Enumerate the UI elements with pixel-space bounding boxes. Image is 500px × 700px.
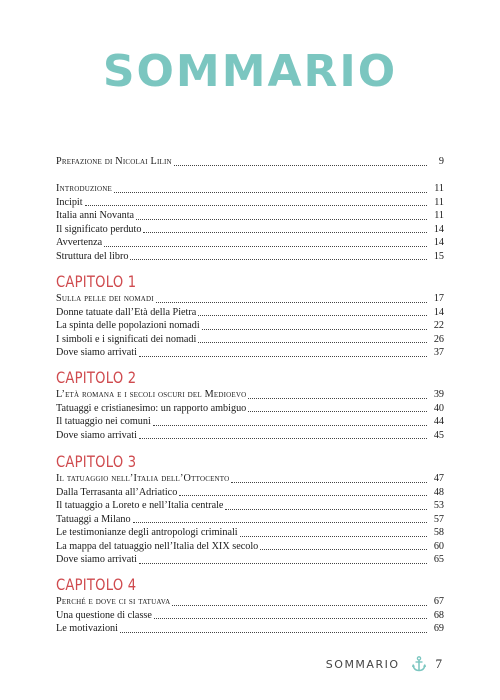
dot-leader [225, 508, 427, 510]
toc-entry-label: Dalla Terrasanta all’Adriatico [56, 486, 178, 498]
toc-entry[interactable] [56, 182, 444, 196]
toc-entry-page: 22 [433, 320, 444, 331]
chapter-heading: CAPITOLO 3 [56, 452, 137, 471]
toc-entry-label: Perché e dove ci si tatuava [56, 596, 171, 607]
toc-entry-label: Le motivazioni [56, 623, 118, 634]
toc-entry-label: I simboli e i significati dei nomadi [56, 333, 197, 345]
toc-entry-page: 57 [433, 513, 444, 525]
toc-entry[interactable] [56, 553, 444, 567]
toc-entry[interactable] [56, 429, 444, 443]
chapter-3-section [56, 452, 444, 567]
dot-leader [120, 631, 427, 633]
toc-entry-label: Tatuaggi e cristianesimo: un rapporto ambiguo [56, 402, 247, 414]
toc-entry-page: 69 [433, 623, 444, 634]
toc-entry-label: Prefazione di Nicolai Lilin [56, 156, 172, 167]
page-number: 7 [435, 656, 442, 671]
toc-entry[interactable] [56, 209, 444, 223]
dot-leader [198, 341, 427, 343]
toc-entry-label: La mappa del tatuaggio nell’Italia del XIX secolo [56, 540, 259, 552]
anchor-icon [412, 656, 426, 672]
dot-leader [248, 410, 427, 412]
toc-entry[interactable] [56, 499, 444, 513]
chapter-heading: CAPITOLO 2 [56, 368, 137, 387]
toc-entry-page: 60 [433, 540, 444, 552]
toc-entry[interactable] [56, 415, 444, 429]
toc-entry-label: Dove siamo arrivati [56, 554, 137, 565]
toc-entry[interactable] [56, 346, 444, 360]
toc-entry-page: 11 [434, 210, 444, 221]
dot-leader [139, 437, 427, 439]
toc-entry-label: Introduzione [56, 183, 112, 194]
dot-leader [139, 355, 427, 357]
dot-leader [85, 204, 427, 206]
chapter-1-section [56, 272, 444, 360]
toc-entry[interactable] [56, 306, 444, 320]
dot-leader [174, 164, 427, 166]
toc-entry[interactable] [56, 155, 444, 169]
toc-entry[interactable] [56, 540, 444, 554]
page-footer [326, 656, 442, 672]
toc-entry-page: 45 [433, 429, 444, 441]
dot-leader [260, 548, 427, 550]
toc-entry[interactable] [56, 609, 444, 623]
dot-leader [153, 424, 427, 426]
dot-leader [198, 314, 427, 316]
toc-entry-page: 11 [434, 196, 444, 208]
dot-leader [179, 494, 427, 496]
dot-leader [104, 245, 427, 247]
dot-leader [136, 218, 427, 220]
toc-entry[interactable] [56, 513, 444, 527]
dot-leader [248, 397, 427, 399]
dot-leader [202, 328, 427, 330]
toc-entry-label: Donne tatuate dall’Età della Pietra [56, 306, 197, 318]
toc-entry-label: Il tatuaggio nell’Italia dell’Ottocento [56, 473, 230, 484]
toc-entry-label: Tatuaggi a Milano [56, 513, 131, 525]
toc-entry[interactable] [56, 292, 444, 306]
page-title: SOMMARIO [102, 46, 398, 97]
chapter-2-section [56, 368, 444, 442]
toc-entry[interactable] [56, 236, 444, 250]
toc-entry-page: 14 [433, 237, 444, 248]
toc-entry-label: Il significato perduto [56, 223, 142, 235]
introduzione-section [56, 182, 444, 263]
toc-entry[interactable] [56, 388, 444, 402]
toc-entry-label: La spinta delle popolazioni nomadi [56, 320, 200, 331]
toc-entry[interactable] [56, 402, 444, 416]
toc-entry-page: 17 [433, 293, 444, 304]
toc-entry[interactable] [56, 223, 444, 237]
toc-entry-label: Il tatuaggio nei comuni [56, 416, 151, 427]
toc-entry-page: 14 [433, 306, 444, 318]
dot-leader [154, 617, 427, 619]
toc-entry-page: 40 [433, 402, 444, 414]
toc-entry-page: 48 [433, 486, 444, 498]
toc-entry-page: 65 [433, 554, 444, 565]
toc-entry-label: Le testimonianze degli antropologi criminali [56, 527, 238, 538]
toc-entry-label: Dove siamo arrivati [56, 347, 137, 358]
toc-entry-label: Dove siamo arrivati [56, 429, 137, 441]
toc-entry[interactable] [56, 333, 444, 347]
dot-leader [172, 604, 427, 606]
toc-entry-label: Struttura del libro [56, 250, 129, 262]
dot-leader [231, 481, 427, 483]
toc-entry-label: Il tatuaggio a Loreto e nell’Italia centrale [56, 500, 224, 511]
toc-entry[interactable] [56, 622, 444, 636]
toc-entry-page: 14 [433, 223, 444, 235]
toc-entry[interactable] [56, 595, 444, 609]
toc-entry[interactable] [56, 486, 444, 500]
toc-entry-label: Italia anni Novanta [56, 210, 135, 221]
toc-entry[interactable] [56, 319, 444, 333]
toc-entry[interactable] [56, 250, 444, 264]
dot-leader [114, 191, 427, 193]
toc-entry-page: 26 [433, 333, 444, 345]
toc-entry-page: 58 [433, 527, 444, 538]
toc-entry-page: 37 [433, 347, 444, 358]
toc-entry-label: Avvertenza [56, 237, 103, 248]
toc-entry-page: 47 [433, 473, 444, 484]
toc-entry-page: 11 [434, 183, 444, 194]
toc-entry-page: 53 [433, 500, 444, 511]
dot-leader [130, 258, 427, 260]
dot-leader [156, 301, 427, 303]
toc-entry-page: 9 [438, 156, 444, 167]
toc-entry[interactable] [56, 526, 444, 540]
chapter-heading: CAPITOLO 1 [56, 272, 137, 291]
toc-entry[interactable] [56, 472, 444, 486]
toc-entry-page: 68 [433, 609, 444, 621]
dot-leader [143, 231, 427, 233]
toc-entry-label: Sulla pelle dei nomadi [56, 293, 154, 304]
toc-entry-label: L’età romana e i secoli oscuri del Medioevo [56, 389, 247, 400]
dot-leader [139, 562, 427, 564]
toc-entry-label: Incipit [56, 196, 83, 208]
toc-entry-page: 39 [433, 389, 444, 400]
toc-entry-page: 44 [433, 416, 444, 427]
toc-entry[interactable] [56, 196, 444, 210]
dot-leader [133, 521, 427, 523]
chapter-heading: CAPITOLO 4 [56, 575, 137, 594]
chapter-4-section [56, 575, 444, 636]
prefazione-section [56, 155, 444, 169]
running-footer-label: SOMMARIO [325, 657, 400, 671]
toc-entry-page: 67 [433, 596, 444, 607]
toc-entry-page: 15 [433, 250, 444, 262]
dot-leader [240, 535, 427, 537]
toc-entry-label: Una questione di classe [56, 609, 152, 621]
